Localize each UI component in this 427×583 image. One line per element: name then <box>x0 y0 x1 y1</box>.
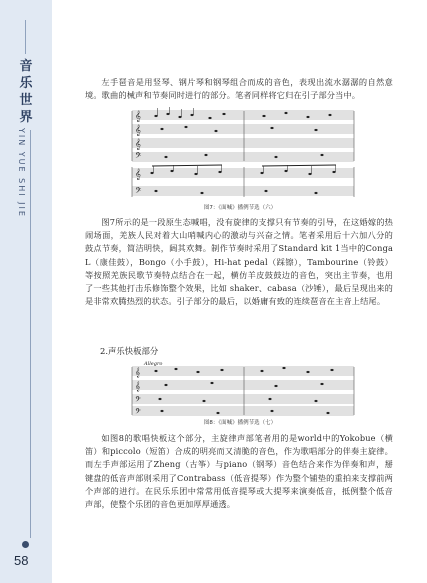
sidebar-bullet-icon <box>22 541 29 548</box>
figure-7-score <box>126 107 356 201</box>
sidebar-title-char: 世 <box>19 93 33 108</box>
sidebar-title <box>11 58 41 126</box>
svg-text:𝄞: 𝄞 <box>135 111 141 122</box>
figure-8-caption: 图8：《面喊》播例节选（七） <box>203 420 277 426</box>
section-heading: 2.声乐快板部分 <box>100 346 159 356</box>
music-score-icon <box>126 107 356 201</box>
figure-8-score <box>126 359 356 417</box>
sidebar-rule-top <box>25 20 26 54</box>
paragraph-3: 如图8的歌唱快板这个部分，主旋律声部笔者用的是world中的Yokobue（横笛）和piccolo（短笛）合成的明亮而又清脆的音色，作为歌唱部分的伴奏主旋律。而左手声部运用了Zheng（古筝）与piano（钢琴）音色结合来作为伴奏和声，掰键盘的低音声部则采用了Contrabass（低音提琴）作为整个铺垫的重拍来支撑前两个声部的进行。在民乐乐团中常常用低音提琴或大提琴来演奏低音，抵例整个低音声部，使整个乐团的音色更加厚厚通透。 <box>85 433 393 510</box>
page-number: 58 <box>14 553 29 568</box>
sidebar-rule-long <box>30 130 31 538</box>
music-score-icon <box>126 359 356 417</box>
sidebar-title-char: 乐 <box>19 76 33 91</box>
sidebar <box>0 0 52 583</box>
tempo-marking: Allegro <box>144 361 163 367</box>
sidebar-title-char: 音 <box>19 59 33 74</box>
sidebar-pinyin: YIN YUE SHI JIE <box>17 128 26 218</box>
sidebar-title-char: 界 <box>19 110 33 125</box>
svg-text:𝄞: 𝄞 <box>135 125 141 136</box>
svg-text:𝄢: 𝄢 <box>135 408 141 417</box>
svg-text:𝄞: 𝄞 <box>135 382 141 392</box>
svg-text:𝄞: 𝄞 <box>135 139 141 150</box>
svg-text:𝄢: 𝄢 <box>135 152 142 163</box>
paragraph-2: 图7所示的是一段原生态喊唱，没有旋律的支撑只有节奏的引导，在这婚嫁的热闹场面，羌族人民对着大山哨喊内心的激动与兴奋之情。笔者采用后十六加八分的鼓点节奏，简洁明快，阔其欢舞。制作节奏时采用了Standard kit 1当中的Conga L（康佳鼓），Bongo（小手鼓），Hi-hat pedal（踩镲），Tambourine（铃鼓）等按照羌族民歌节奏特点结合在一起，横仿羊皮鼓鼓边的音色，突出主节奏，也用了一些其他打击乐修饰整个效果，比如 shaker、cabasa（沙锤），最后呈现出来的是非常欢腾热烈的状态。引子部分的最后，以婚庸有致的连续琶音在主音上结尾。 <box>85 217 393 307</box>
svg-text:𝄢: 𝄢 <box>135 396 141 406</box>
svg-text:𝄢: 𝄢 <box>135 187 142 198</box>
paragraph-1: 左手琶音是用竖琴、钢片琴和钢琴组合而成的音色，表现出流水潺潺的自然意境。歌曲的械声和节奏同时进行的部分。笔者同样将它归在引子部分当中。 <box>85 77 393 101</box>
svg-text:𝄞: 𝄞 <box>135 368 141 378</box>
figure-7-caption: 图7：《面喊》播例节选（六） <box>203 205 277 211</box>
svg-text:𝄞: 𝄞 <box>135 169 141 180</box>
